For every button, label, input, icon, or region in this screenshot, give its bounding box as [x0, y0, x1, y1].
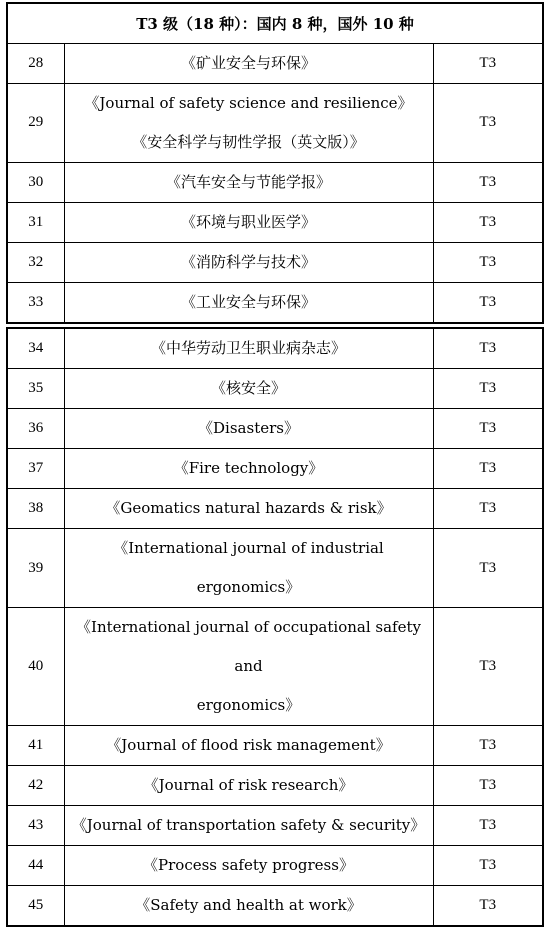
journal-level: T3: [433, 328, 543, 369]
table-row: [7, 489, 543, 529]
table-row: [7, 846, 543, 886]
row-number: 40: [7, 608, 64, 726]
journal-level: T3: [433, 449, 543, 489]
journal-title: [64, 489, 433, 529]
table-row: [7, 806, 543, 846]
table-row: [7, 369, 543, 409]
journal-level: T3: [433, 282, 543, 323]
journal-level: T3: [433, 529, 543, 608]
journal-title: [64, 369, 433, 409]
journal-level: T3: [433, 83, 543, 162]
table-row: [7, 43, 543, 83]
row-number: 35: [7, 369, 64, 409]
journal-title: [64, 409, 433, 449]
journal-level: T3: [433, 162, 543, 202]
row-number: 42: [7, 766, 64, 806]
journal-title-line: 《消防科学与技术》: [180, 252, 316, 271]
journal-title-line: 《Safety and health at work》: [135, 896, 362, 914]
journal-title-line: 《汽车安全与节能学报》: [165, 172, 331, 191]
journal-title: [64, 846, 433, 886]
journal-title: [64, 328, 433, 369]
table-row: [7, 83, 543, 162]
journal-title-line: 《环境与职业医学》: [180, 212, 316, 231]
journal-level: T3: [433, 242, 543, 282]
table-row: [7, 242, 543, 282]
row-number: 31: [7, 202, 64, 242]
journal-title-line: 《Fire technology》: [173, 459, 324, 477]
journal-table-part-2: [6, 327, 544, 927]
table-row: [7, 608, 543, 726]
journal-title: [64, 608, 433, 726]
row-number: 38: [7, 489, 64, 529]
journal-title-line: 《Geomatics natural hazards & risk》: [105, 499, 392, 517]
table-row: [7, 282, 543, 323]
journal-title-line: 《安全科学与韧性学报（英文版）》: [132, 132, 365, 151]
journal-title-line: 《International journal of occupational safety and: [76, 618, 421, 675]
journal-title-line: 《中华劳动卫生职业病杂志》: [150, 339, 346, 357]
table-row: [7, 202, 543, 242]
journal-title-line: 《Journal of flood risk management》: [106, 736, 391, 754]
journal-level: T3: [433, 726, 543, 766]
journal-level: T3: [433, 806, 543, 846]
journal-title-line: ergonomics》: [196, 696, 301, 714]
row-number: 45: [7, 886, 64, 927]
journal-title-line: 《核安全》: [210, 379, 286, 397]
row-number: 41: [7, 726, 64, 766]
journal-title: [64, 449, 433, 489]
journal-title-line: 《Process safety progress》: [143, 856, 354, 874]
journal-level: T3: [433, 489, 543, 529]
row-number: 28: [7, 43, 64, 83]
table-row: [7, 409, 543, 449]
journal-title-line: 《Journal of risk research》: [143, 776, 354, 794]
row-number: 43: [7, 806, 64, 846]
row-number: 37: [7, 449, 64, 489]
journal-title-line: 《工业安全与环保》: [180, 292, 316, 311]
table-row: [7, 766, 543, 806]
journal-title: [64, 202, 433, 242]
tier-header: T3 级（18 种）：国内 8 种，国外 10 种: [7, 3, 543, 43]
row-number: 30: [7, 162, 64, 202]
journal-title: [64, 162, 433, 202]
table-row: [7, 529, 543, 608]
journal-level: T3: [433, 766, 543, 806]
journal-title: [64, 529, 433, 608]
table-row: [7, 886, 543, 927]
journal-level: T3: [433, 608, 543, 726]
journal-level: T3: [433, 846, 543, 886]
journal-title: [64, 43, 433, 83]
journal-title: [64, 242, 433, 282]
journal-level: T3: [433, 43, 543, 83]
journal-title: [64, 83, 433, 162]
row-number: 44: [7, 846, 64, 886]
journal-title-line: 《International journal of industrial ergonomics》: [113, 539, 384, 596]
journal-title: [64, 886, 433, 927]
journal-table-part-1: [6, 2, 544, 324]
journal-level: T3: [433, 409, 543, 449]
table-row: [7, 328, 543, 369]
row-number: 36: [7, 409, 64, 449]
row-number: 34: [7, 328, 64, 369]
journal-level: T3: [433, 369, 543, 409]
table-row: [7, 726, 543, 766]
journal-title-line: 《Journal of safety science and resilience》: [84, 93, 413, 112]
row-number: 39: [7, 529, 64, 608]
row-number: 33: [7, 282, 64, 323]
journal-level: T3: [433, 202, 543, 242]
row-number: 32: [7, 242, 64, 282]
journal-title: [64, 806, 433, 846]
tier-header-row: [7, 3, 543, 43]
journal-title-line: 《Journal of transportation safety & security》: [71, 816, 426, 834]
journal-title: [64, 282, 433, 323]
journal-level: T3: [433, 886, 543, 927]
journal-title: [64, 726, 433, 766]
table-row: [7, 162, 543, 202]
journal-title-line: 《矿业安全与环保》: [180, 53, 316, 72]
journal-title: [64, 766, 433, 806]
journal-title-line: 《Disasters》: [198, 419, 299, 437]
table-row: [7, 449, 543, 489]
row-number: 29: [7, 83, 64, 162]
